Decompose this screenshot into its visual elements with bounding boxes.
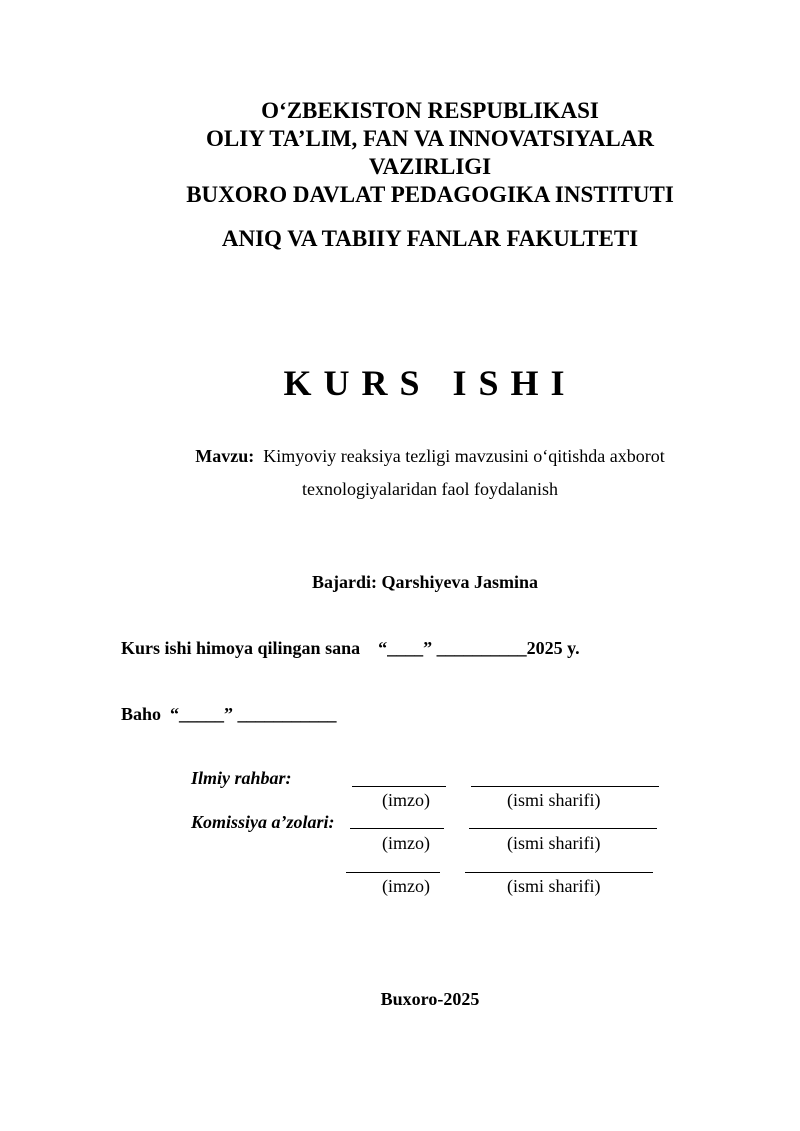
grade-value-blank: _____ [179, 704, 225, 724]
city-year-footer: Buxoro-2025 [380, 989, 480, 1009]
author-label: Bajardi: [312, 572, 377, 592]
defense-close-quote: ” [423, 638, 433, 658]
institute-name: BUXORO DAVLAT PEDAGOGIKA INSTITUTI [186, 182, 674, 207]
grade-line [121, 704, 337, 725]
commission2-signature-line [346, 872, 440, 873]
commission2-name-caption: (ismi sharifi) [507, 876, 601, 896]
topic-text-line2: texnologiyalaridan faol foydalanish [302, 479, 558, 499]
commission1-name-caption: (ismi sharifi) [507, 833, 601, 853]
supervisor-name-line [471, 786, 659, 787]
commission-label: Komissiya a’zolari: [191, 812, 335, 832]
supervisor-signature-caption: (imzo) [382, 790, 430, 810]
grade-label: Baho [121, 704, 162, 724]
ministry-name-line1: OLIY TA’LIM, FAN VA INNOVATSIYALAR [206, 126, 654, 151]
faculty-name: ANIQ VA TABIIY FANLAR FAKULTETI [221, 226, 639, 251]
commission1-signature-line [350, 828, 444, 829]
ministry-country: O‘ZBEKISTON RESPUBLIKASI [261, 98, 599, 123]
supervisor-signature-line [352, 786, 446, 787]
defense-day-blank: ____ [387, 638, 424, 658]
defense-open-quote: “ [378, 638, 388, 658]
grade-open-quote: “ [170, 704, 180, 724]
commission2-name-line [465, 872, 653, 873]
commission1-name-line [469, 828, 657, 829]
defense-label: Kurs ishi himoya qilingan sana [121, 638, 361, 658]
topic-line1 [150, 440, 710, 473]
topic-block [150, 440, 710, 506]
defense-date-line [121, 638, 580, 659]
grade-close-quote: ” [224, 704, 234, 724]
defense-month-blank: __________ [436, 638, 527, 658]
ministry-name-line2: VAZIRLIGI [368, 154, 492, 179]
author-line [312, 572, 538, 593]
supervisor-name-caption: (ismi sharifi) [507, 790, 601, 810]
commission2-signature-caption: (imzo) [382, 876, 430, 896]
document-title: KURS ISHI [283, 363, 577, 403]
commission1-signature-caption: (imzo) [382, 833, 430, 853]
author-name: Qarshiyeva Jasmina [381, 572, 539, 592]
topic-text-line1: Kimyoviy reaksiya tezligi mavzusini o‘qitishda axborot [263, 446, 665, 466]
topic-label: Mavzu: [195, 446, 255, 466]
grade-word-blank: ___________ [237, 704, 337, 724]
defense-year: 2025 y. [526, 638, 580, 658]
supervisor-label: Ilmiy rahbar: [191, 768, 292, 788]
